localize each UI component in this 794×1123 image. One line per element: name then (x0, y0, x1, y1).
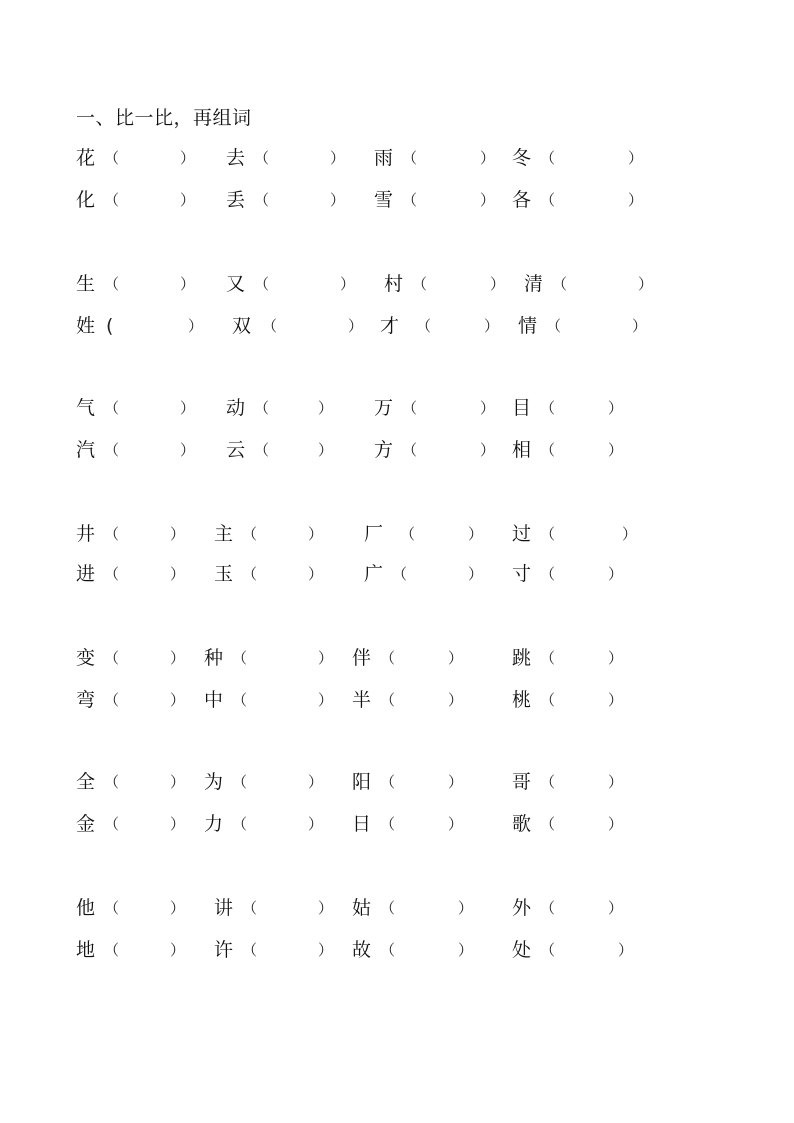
target-character: 村 (384, 273, 404, 295)
answer-blank-open-paren: （ (104, 565, 120, 583)
target-character: 生 (76, 273, 96, 295)
answer-blank-close-paren: ） (180, 149, 196, 167)
target-character: 双 (232, 315, 252, 337)
answer-blank-close-paren: ） (608, 815, 624, 833)
answer-blank-close-paren: ） (608, 565, 624, 583)
target-character: 过 (512, 523, 532, 545)
answer-blank-open-paren: （ (540, 773, 556, 791)
target-character: 雪 (374, 189, 394, 211)
target-character: 种 (204, 647, 224, 669)
target-character: 冬 (512, 147, 532, 169)
word-pair-row (0, 894, 794, 922)
answer-blank-close-paren: ） (318, 441, 334, 459)
answer-blank-open-paren: （ (242, 941, 258, 959)
answer-blank-open-paren: （ (540, 815, 556, 833)
answer-blank-open-paren: （ (104, 441, 120, 459)
target-character: 讲 (214, 897, 234, 919)
answer-blank-close-paren: ） (170, 649, 186, 667)
answer-blank-close-paren: ） (448, 773, 464, 791)
answer-blank-open-paren: （ (104, 941, 120, 959)
target-character: 姑 (352, 897, 372, 919)
answer-blank-open-paren: （ (402, 399, 418, 417)
answer-blank-close-paren: ） (170, 899, 186, 917)
target-character: 弯 (76, 689, 96, 711)
answer-blank-open-paren: （ (232, 691, 248, 709)
target-character: 歌 (512, 813, 532, 835)
answer-blank-close-paren: ） (618, 941, 634, 959)
answer-blank-open-paren: （ (232, 773, 248, 791)
target-character: 玉 (214, 563, 234, 585)
answer-blank-open-paren: （ (262, 317, 278, 335)
answer-blank-close-paren: ） (318, 399, 334, 417)
word-pair-row (0, 186, 794, 214)
word-pair-row (0, 936, 794, 964)
answer-blank-open-paren: （ (400, 525, 416, 543)
target-character: 哥 (512, 771, 532, 793)
answer-blank-open-paren: （ (104, 191, 120, 209)
target-character: 地 (76, 939, 96, 961)
answer-blank-open-paren: （ (552, 275, 568, 293)
answer-blank-open-paren: （ (254, 441, 270, 459)
answer-blank-close-paren: ） (608, 441, 624, 459)
target-character: 力 (204, 813, 224, 835)
answer-blank-close-paren: ） (348, 317, 364, 335)
answer-blank-close-paren: ） (180, 275, 196, 293)
answer-blank-open-paren: （ (380, 899, 396, 917)
answer-blank-open-paren: （ (104, 275, 120, 293)
answer-blank-open-paren: （ (254, 399, 270, 417)
answer-blank-close-paren: ） (308, 525, 324, 543)
word-pair-row (0, 520, 794, 548)
answer-blank-close-paren: ） (340, 275, 356, 293)
answer-blank-open-paren: （ (232, 815, 248, 833)
answer-blank-close-paren: ） (330, 191, 346, 209)
target-character: 井 (76, 523, 96, 545)
target-character: 动 (226, 397, 246, 419)
target-character: 处 (512, 939, 532, 961)
answer-blank-close-paren: ） (468, 565, 484, 583)
target-character: 外 (512, 897, 532, 919)
target-character: 花 (76, 147, 96, 169)
word-pair-row (0, 144, 794, 172)
answer-blank-open-paren: （ (104, 149, 120, 167)
answer-blank-open-paren: （ (540, 899, 556, 917)
target-character: 厂 (364, 523, 384, 545)
answer-blank-close-paren: ） (318, 691, 334, 709)
target-character: 广 (364, 563, 384, 585)
answer-blank-open-paren: （ (254, 275, 270, 293)
target-character: 进 (76, 563, 96, 585)
target-character: 跳 (512, 647, 532, 669)
answer-blank-close-paren: ） (308, 815, 324, 833)
answer-blank-close-paren: ） (330, 149, 346, 167)
target-character: 他 (76, 897, 96, 919)
target-character: 许 (214, 939, 234, 961)
target-character: 寸 (512, 563, 532, 585)
answer-blank-open-paren: （ (232, 649, 248, 667)
answer-blank-open-paren: （ (412, 275, 428, 293)
target-character: 又 (226, 273, 246, 295)
answer-blank-close-paren: ） (480, 149, 496, 167)
answer-blank-open-paren: （ (540, 649, 556, 667)
answer-blank-open-paren: （ (104, 899, 120, 917)
answer-blank-open-paren: （ (104, 525, 120, 543)
answer-blank-open-paren: （ (380, 815, 396, 833)
answer-blank-close-paren: ） (318, 649, 334, 667)
target-character: 为 (204, 771, 224, 793)
answer-blank-close-paren: ） (318, 899, 334, 917)
target-character: 化 (76, 189, 96, 211)
answer-blank-close-paren: ） (170, 691, 186, 709)
target-character: 姓 (76, 315, 96, 337)
answer-blank-close-paren: ） (608, 649, 624, 667)
target-character: 变 (76, 647, 96, 669)
answer-blank-close-paren: ） (458, 899, 474, 917)
answer-blank-open-paren: （ (104, 773, 120, 791)
target-character: 金 (76, 813, 96, 835)
answer-blank-open-paren: （ (104, 815, 120, 833)
answer-blank-close-paren: ） (180, 441, 196, 459)
answer-blank-close-paren: ） (448, 691, 464, 709)
target-character: 才 (380, 315, 400, 337)
answer-blank-close-paren: ） (180, 399, 196, 417)
answer-blank-open-paren: （ (540, 525, 556, 543)
answer-blank-open-paren: （ (242, 565, 258, 583)
word-pair-row (0, 436, 794, 464)
answer-blank-close-paren: ） (448, 815, 464, 833)
answer-blank-open-paren: （ (104, 399, 120, 417)
answer-blank-close-paren: ） (468, 525, 484, 543)
answer-blank-close-paren: ） (180, 191, 196, 209)
target-character: 伴 (352, 647, 372, 669)
answer-blank-open-paren: （ (540, 191, 556, 209)
word-pair-row (0, 768, 794, 796)
target-character: 清 (524, 273, 544, 295)
page-title: 一、比一比，再组词 (76, 107, 252, 129)
answer-blank-open-paren: （ (392, 565, 408, 583)
answer-blank-open-paren: （ (540, 941, 556, 959)
answer-blank-open-paren: （ (380, 691, 396, 709)
answer-blank-close-paren: ） (628, 191, 644, 209)
answer-blank-close-paren: ） (608, 691, 624, 709)
answer-blank-open-paren: （ (242, 525, 258, 543)
answer-blank-open-paren: （ (416, 317, 432, 335)
target-character: 目 (512, 397, 532, 419)
target-character: 半 (352, 689, 372, 711)
answer-blank-open-paren: （ (380, 773, 396, 791)
answer-blank-open-paren: （ (242, 899, 258, 917)
answer-blank-close-paren: ） (632, 317, 648, 335)
answer-blank-close-paren: ） (170, 525, 186, 543)
answer-blank-close-paren: ） (480, 399, 496, 417)
word-pair-row (0, 394, 794, 422)
answer-blank-open-paren: （ (540, 441, 556, 459)
target-character: 丢 (226, 189, 246, 211)
answer-blank-close-paren: ） (480, 191, 496, 209)
target-character: 相 (512, 439, 532, 461)
answer-blank-close-paren: ） (170, 941, 186, 959)
answer-blank-open-paren: （ (254, 191, 270, 209)
answer-blank-open-paren: （ (254, 149, 270, 167)
answer-blank-close-paren: ） (308, 565, 324, 583)
word-pair-row (0, 312, 794, 340)
answer-blank-open-paren: （ (540, 399, 556, 417)
answer-blank-open-paren: （ (540, 691, 556, 709)
target-character: 情 (518, 315, 538, 337)
answer-blank-close-paren: ） (622, 525, 638, 543)
target-character: 桃 (512, 689, 532, 711)
answer-blank-close-paren: ） (608, 399, 624, 417)
answer-blank-close-paren: ） (188, 317, 204, 335)
word-pair-row (0, 810, 794, 838)
answer-blank-open-paren: （ (104, 691, 120, 709)
word-pair-row (0, 644, 794, 672)
answer-blank-close-paren: ） (608, 899, 624, 917)
answer-blank-close-paren: ） (448, 649, 464, 667)
answer-blank-open-paren: （ (402, 191, 418, 209)
answer-blank-close-paren: ） (490, 275, 506, 293)
answer-blank-open-paren: （ (402, 149, 418, 167)
answer-blank-open-paren: （ (546, 317, 562, 335)
answer-blank-open-paren: ( (106, 315, 114, 337)
target-character: 主 (214, 523, 234, 545)
target-character: 气 (76, 397, 96, 419)
answer-blank-close-paren: ） (318, 941, 334, 959)
target-character: 方 (374, 439, 394, 461)
target-character: 雨 (374, 147, 394, 169)
answer-blank-close-paren: ） (458, 941, 474, 959)
answer-blank-close-paren: ） (170, 565, 186, 583)
target-character: 云 (226, 439, 246, 461)
answer-blank-close-paren: ） (628, 149, 644, 167)
answer-blank-open-paren: （ (540, 565, 556, 583)
target-character: 全 (76, 771, 96, 793)
target-character: 阳 (352, 771, 372, 793)
target-character: 去 (226, 147, 246, 169)
target-character: 中 (204, 689, 224, 711)
answer-blank-close-paren: ） (480, 441, 496, 459)
answer-blank-close-paren: ） (308, 773, 324, 791)
answer-blank-close-paren: ） (484, 317, 500, 335)
target-character: 日 (352, 813, 372, 835)
answer-blank-open-paren: （ (540, 149, 556, 167)
answer-blank-close-paren: ） (608, 773, 624, 791)
word-pair-row (0, 560, 794, 588)
target-character: 万 (374, 397, 394, 419)
answer-blank-open-paren: （ (380, 649, 396, 667)
answer-blank-open-paren: （ (380, 941, 396, 959)
target-character: 各 (512, 189, 532, 211)
answer-blank-close-paren: ） (170, 815, 186, 833)
answer-blank-close-paren: ） (638, 275, 654, 293)
target-character: 故 (352, 939, 372, 961)
answer-blank-open-paren: （ (104, 649, 120, 667)
answer-blank-open-paren: （ (402, 441, 418, 459)
word-pair-row (0, 270, 794, 298)
word-pair-row (0, 686, 794, 714)
answer-blank-close-paren: ） (170, 773, 186, 791)
target-character: 汽 (76, 439, 96, 461)
